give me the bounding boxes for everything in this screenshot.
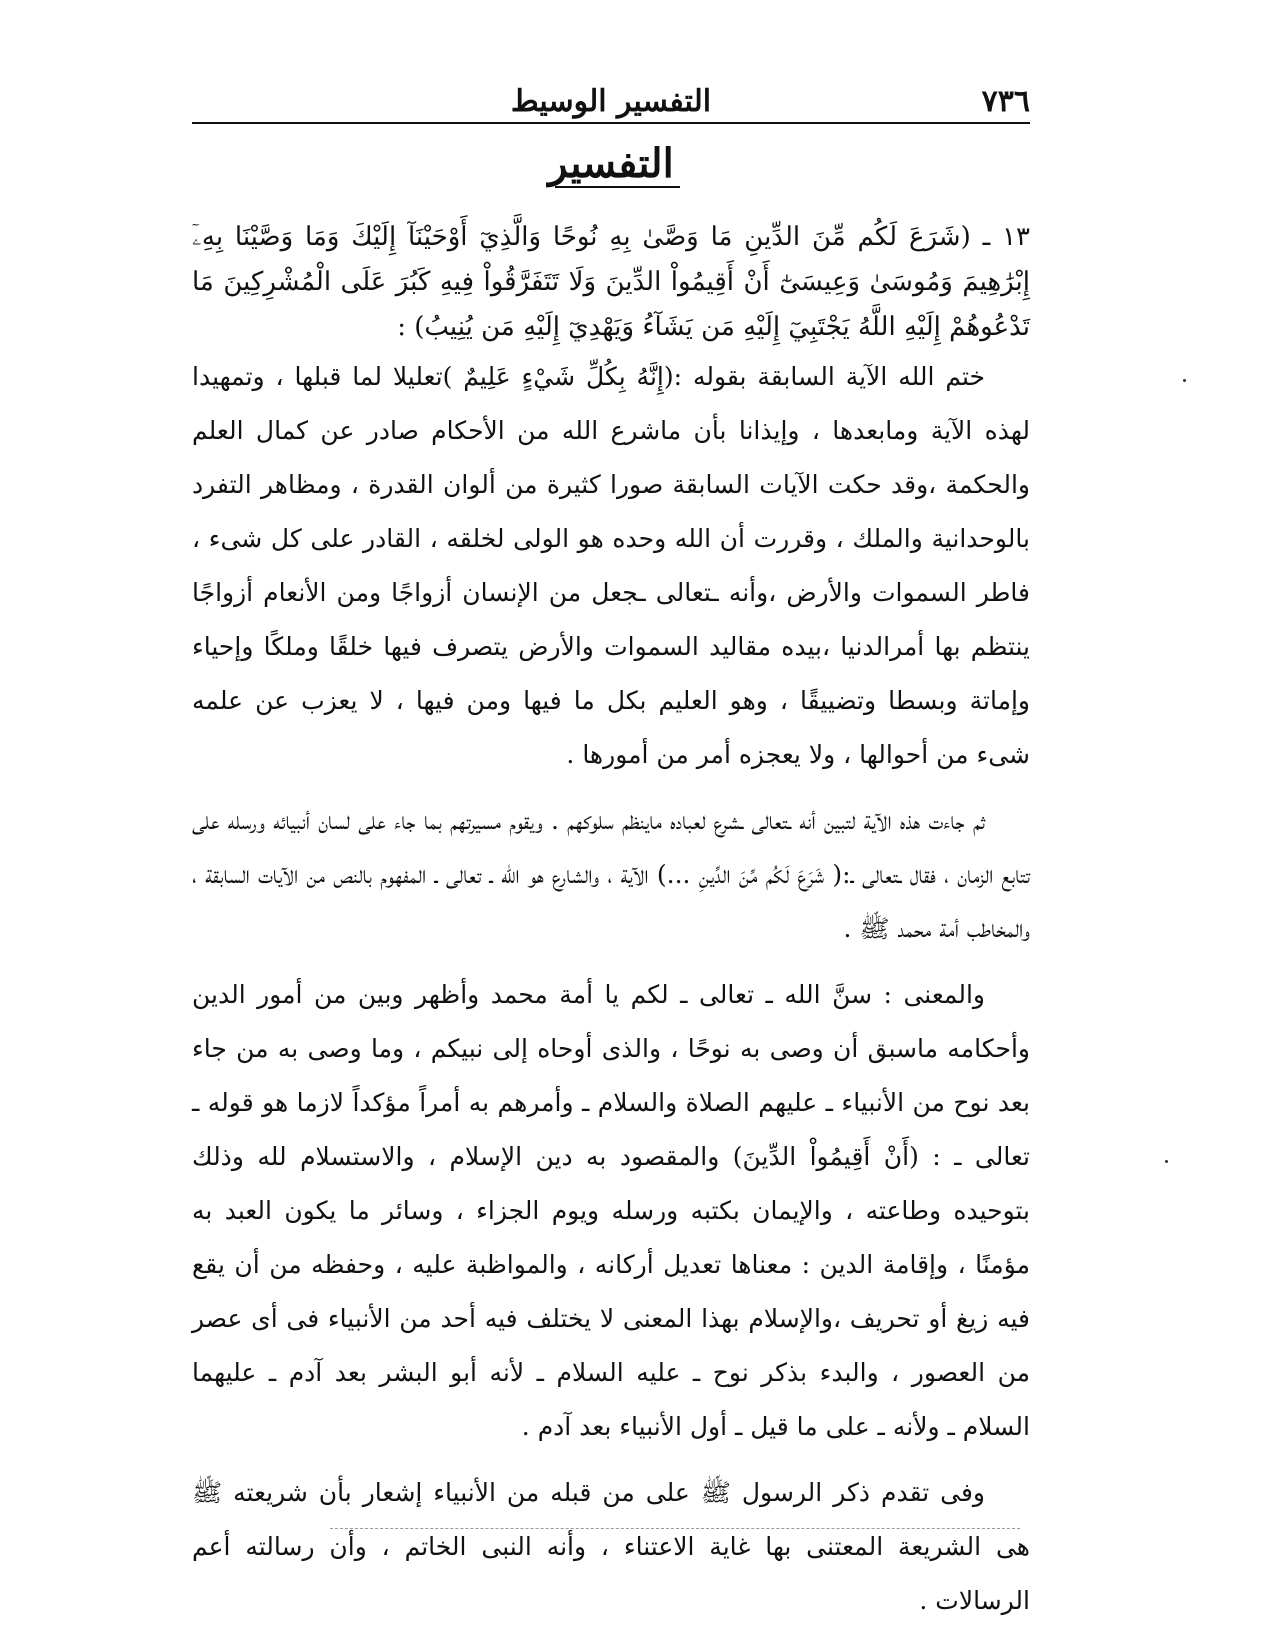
scan-bottom-line: [330, 1528, 1020, 1529]
section-title: التفسير: [548, 140, 674, 187]
paragraph: ختم الله الآية السابقة بقوله :(إِنَّهُ بِكُلِّ شَيْءٍ عَلِيمٌ )تعليلا لما قبلها ، وتمهيدا لهذه الآية ومابعدها ، وإيذانا بأن ماشرع الله من الأحكام صادر عن كمال العلم والحكمة ،وقد حكت الآيات السابقة صورا كثيرة من ألوان القدرة ، ومظاهر التفرد بالوحدانية والملك ، وقررت أن الله وحده هو الولى لخلقه ، القادر على كل شىء ، فاطر السموات والأرض ،وأنه ـتعالى ـجعل من الإنسان أزواجًا ومن الأنعام أزواجًا ينتظم بها أمرالدنيا ،بيده مقاليد السموات والأرض يتصرف فيها خلقًا وملكًا وإحياء وإماتة وبسطا وتضييقًا ، وهو العليم بكل ما فيها ومن فيها ، لا يعزب عن علمه شىء من أحوالها ، ولا يعجزه أمر من أمورها .: [192, 362, 1030, 769]
page-header: [192, 78, 1030, 124]
quran-verse: ١٣ ـ (شَرَعَ لَكُم مِّنَ الدِّينِ مَا وَصَّىٰ بِهِ نُوحًا وَالَّذِيٓ أَوْحَيْنَآ إِلَيْكَ وَمَا وَصَّيْنَا بِهِۦٓ إِبْرَٰهِيمَ وَمُوسَىٰ وَعِيسَىٰٓ أَنْ أَقِيمُواْ الدِّينَ وَلَا تَتَفَرَّقُواْ فِيهِ كَبُرَ عَلَى الْمُشْرِكِينَ مَا تَدْعُوهُمْ إِلَيْهِ اللَّهُ يَجْتَبِيٓ إِلَيْهِ مَن يَشَآءُ وَيَهْدِيٓ إِلَيْهِ مَن يُنِيبُ) :: [192, 222, 1030, 342]
page-number: ٧٣٦: [981, 84, 1030, 119]
title-underline: [555, 186, 680, 188]
paragraph: والمعنى : سنَّ الله ـ تعالى ـ لكم يا أمة محمد وأظهر وبين من أمور الدين وأحكامه ماسبق أن وصى به نوحًا ، والذى أوحاه إلى نبيكم ، وما وصى به من جاء بعد نوح من الأنبياء ـ عليهم الصلاة والسلام ـ وأمرهم به أمراً مؤكداً لازما هو قوله ـ تعالى ـ : (أَنْ أَقِيمُواْ الدِّينَ) والمقصود به دين الإسلام ، والاستسلام لله وذلك بتوحيده وطاعته ، والإيمان بكتبه ورسله ويوم الجزاء ، وسائر ما يكون العبد به مؤمنًا ، وإقامة الدين : معناها تعديل أركانه ، والمواظبة عليه ، وحفظه من أن يقع فيه زيغ أو تحريف ،والإسلام بهذا المعنى لا يختلف فيه أحد من الأنبياء فى أى عصر من العصور ، والبدء بذكر نوح ـ عليه السلام ـ لأنه أبو البشر بعد آدم ـ عليهما السلام ـ ولأنه ـ على ما قيل ـ أول الأنبياء بعد آدم .: [192, 980, 1030, 1441]
scan-speck: [1165, 1160, 1168, 1163]
scan-speck: [1183, 379, 1186, 382]
commentary-body: [192, 350, 1030, 1640]
running-title: التفسير الوسيط: [510, 84, 712, 119]
paragraph: وفى تقدم ذكر الرسول ﷺ على من قبله من الأنبياء إشعار بأن شريعته ﷺ هى الشريعة المعتنى بها غاية الاعتناء ، وأنه النبى الخاتم ، وأن رسالته أعم الرسالات .: [192, 1478, 1030, 1615]
paragraph: ثم جاءت هذه الآية لتبين أنه ـتعالى ـشرع لعباده ماينظم سلوكهم . ويقوم مسيرتهم بما جاء على لسان أنبيائه ورسله على تتابع الزمان ، فقال ـتعالى ـ:( شَرَعَ لَكُم مِّنَ الدِّينِ ...) الآية ، والشارع هو الله ـ تعالى ـ المفهوم بالنص من الآيات السابقة ، والمخاطب أمة محمد ﷺ .: [192, 806, 1030, 943]
